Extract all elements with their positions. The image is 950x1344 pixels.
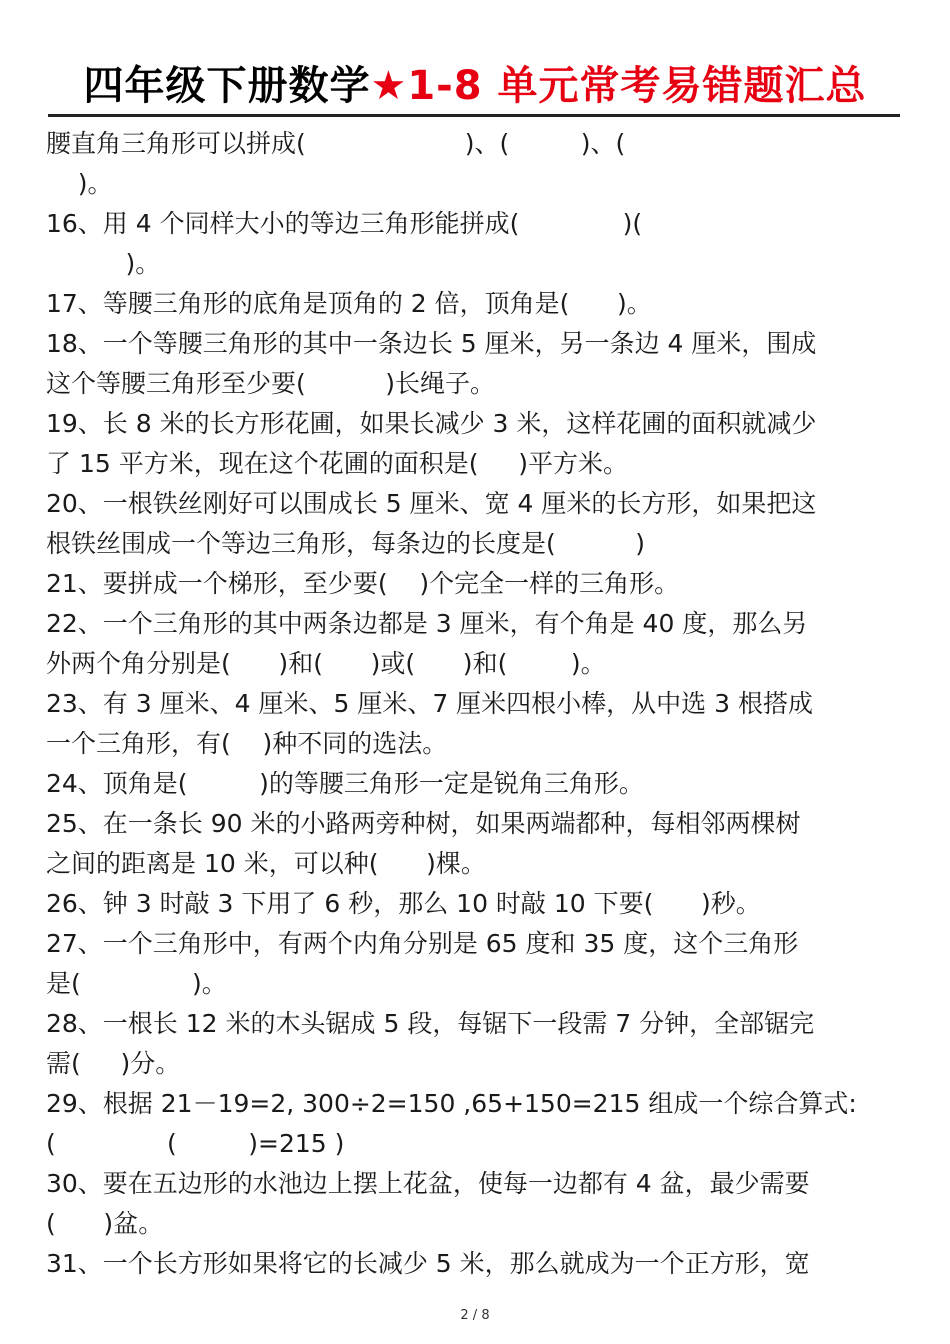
text-line: 22、一个三角形的其中两条边都是 3 厘米，有个角是 40 度，那么另 xyxy=(46,609,808,638)
text-line: )。 xyxy=(46,249,161,278)
text-line: 28、一根长 12 米的木头锯成 5 段，每锯下一段需 7 分钟，全部锯完 xyxy=(46,1009,815,1038)
question-list xyxy=(46,124,906,1284)
text-line: 26、钟 3 时敲 3 下用了 6 秒，那么 10 时敲 10 下要( )秒。 xyxy=(46,889,761,918)
page-title xyxy=(0,60,950,112)
text-line: 27、一个三角形中，有两个内角分别是 65 度和 35 度，这个三角形 xyxy=(46,929,799,958)
text-line: 25、在一条长 90 米的小路两旁种树，如果两端都种，每相邻两棵树 xyxy=(46,809,801,838)
text-line: 29、根据 21－19=2, 300÷2=150 ,65+150=215 组成一个综合算式: xyxy=(46,1089,857,1118)
text-line: ( )盆。 xyxy=(46,1209,164,1238)
star-icon: ★ xyxy=(370,63,408,109)
text-line: 了 15 平方米，现在这个花圃的面积是( )平方米。 xyxy=(46,449,628,478)
page-indicator: 2 / 8 xyxy=(460,1308,490,1323)
text-line: 需( )分。 xyxy=(46,1049,181,1078)
text-line: )。 xyxy=(46,169,113,198)
text-line: 23、有 3 厘米、4 厘米、5 厘米、7 厘米四根小棒，从中选 3 根搭成 xyxy=(46,689,813,718)
text-line: ( ( )=215 ) xyxy=(46,1129,345,1158)
text-line: 21、要拼成一个梯形，至少要( )个完全一样的三角形。 xyxy=(46,569,680,598)
title-text-main: 四年级下册数学 xyxy=(83,63,371,109)
text-line: 24、顶角是( )的等腰三角形一定是锐角三角形。 xyxy=(46,769,644,798)
text-line: 30、要在五边形的水池边上摆上花盆，使每一边都有 4 盆，最少需要 xyxy=(46,1169,810,1198)
text-line: 31、一个长方形如果将它的长减少 5 米，那么就成为一个正方形，宽 xyxy=(46,1249,810,1278)
text-line: 16、用 4 个同样大小的等边三角形能拼成( )( xyxy=(46,209,643,238)
text-line: 18、一个等腰三角形的其中一条边长 5 厘米，另一条边 4 厘米，围成 xyxy=(46,329,817,358)
text-line: 20、一根铁丝刚好可以围成长 5 厘米、宽 4 厘米的长方形，如果把这 xyxy=(46,489,817,518)
text-line: 腰直角三角形可以拼成( )、( )、( xyxy=(46,129,626,158)
title-underline xyxy=(48,114,900,117)
text-line: 是( )。 xyxy=(46,969,227,998)
text-line: 17、等腰三角形的底角是顶角的 2 倍，顶角是( )。 xyxy=(46,289,652,318)
text-line: 之间的距离是 10 米，可以种( )棵。 xyxy=(46,849,486,878)
text-line: 根铁丝围成一个等边三角形，每条边的长度是( ) xyxy=(46,529,645,558)
text-line: 一个三角形，有( )种不同的选法。 xyxy=(46,729,448,758)
text-line: 外两个角分别是( )和( )或( )和( )。 xyxy=(46,649,606,678)
text-line: 19、长 8 米的长方形花圃，如果长减少 3 米，这样花圃的面积就减少 xyxy=(46,409,817,438)
title-text-highlight: 1-8 单元常考易错题汇总 xyxy=(407,63,867,109)
text-line: 这个等腰三角形至少要( )长绳子。 xyxy=(46,369,495,398)
